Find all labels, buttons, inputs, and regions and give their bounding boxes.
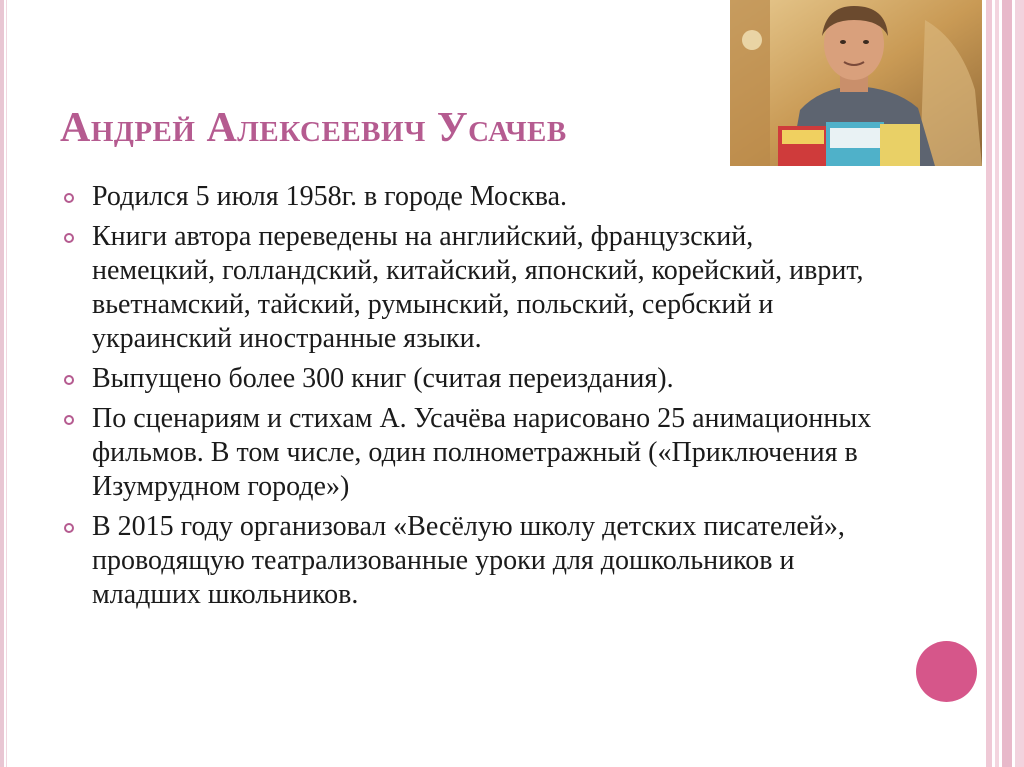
bullet-list xyxy=(64,180,874,618)
bullet-ring-icon xyxy=(64,193,74,203)
list-item xyxy=(64,510,874,612)
right-decor-band xyxy=(986,0,992,767)
list-item xyxy=(64,362,874,396)
bullet-text: Выпущено более 300 книг (считая переиздания). xyxy=(92,363,674,394)
slide-title: Андрей Алексеевич Усачев xyxy=(60,105,567,151)
bullet-text: Книги автора переведены на английский, французский, немецкий, голландский, китайский, японский, корейский, иврит, вьетнамский, тайский, румынский, польский, сербский и украинский иностранные языки. xyxy=(92,221,864,354)
portrait-photo xyxy=(730,0,982,166)
bullet-ring-icon xyxy=(64,415,74,425)
left-border-line xyxy=(6,0,7,767)
bullet-text: По сценариям и стихам А. Усачёва нарисовано 25 анимационных фильмов. В том числе, один полнометражный («Приключения в Изумрудном городе») xyxy=(92,403,872,502)
decorative-circle xyxy=(916,641,977,702)
person-photo-icon xyxy=(730,0,982,166)
bullet-text: В 2015 году организовал «Весёлую школу детских писателей», проводящую театрализованные уроки для дошкольников и младших школьников. xyxy=(92,511,845,610)
bullet-text: Родился 5 июля 1958г. в городе Москва. xyxy=(92,181,568,212)
right-decor-band xyxy=(1002,0,1012,767)
bullet-ring-icon xyxy=(64,233,74,243)
list-item xyxy=(64,220,874,356)
bullet-ring-icon xyxy=(64,375,74,385)
bullet-ring-icon xyxy=(64,523,74,533)
right-decor-band xyxy=(1015,0,1024,767)
right-decor-band xyxy=(995,0,999,767)
left-border xyxy=(0,0,4,767)
list-item xyxy=(64,180,874,214)
list-item xyxy=(64,402,874,504)
